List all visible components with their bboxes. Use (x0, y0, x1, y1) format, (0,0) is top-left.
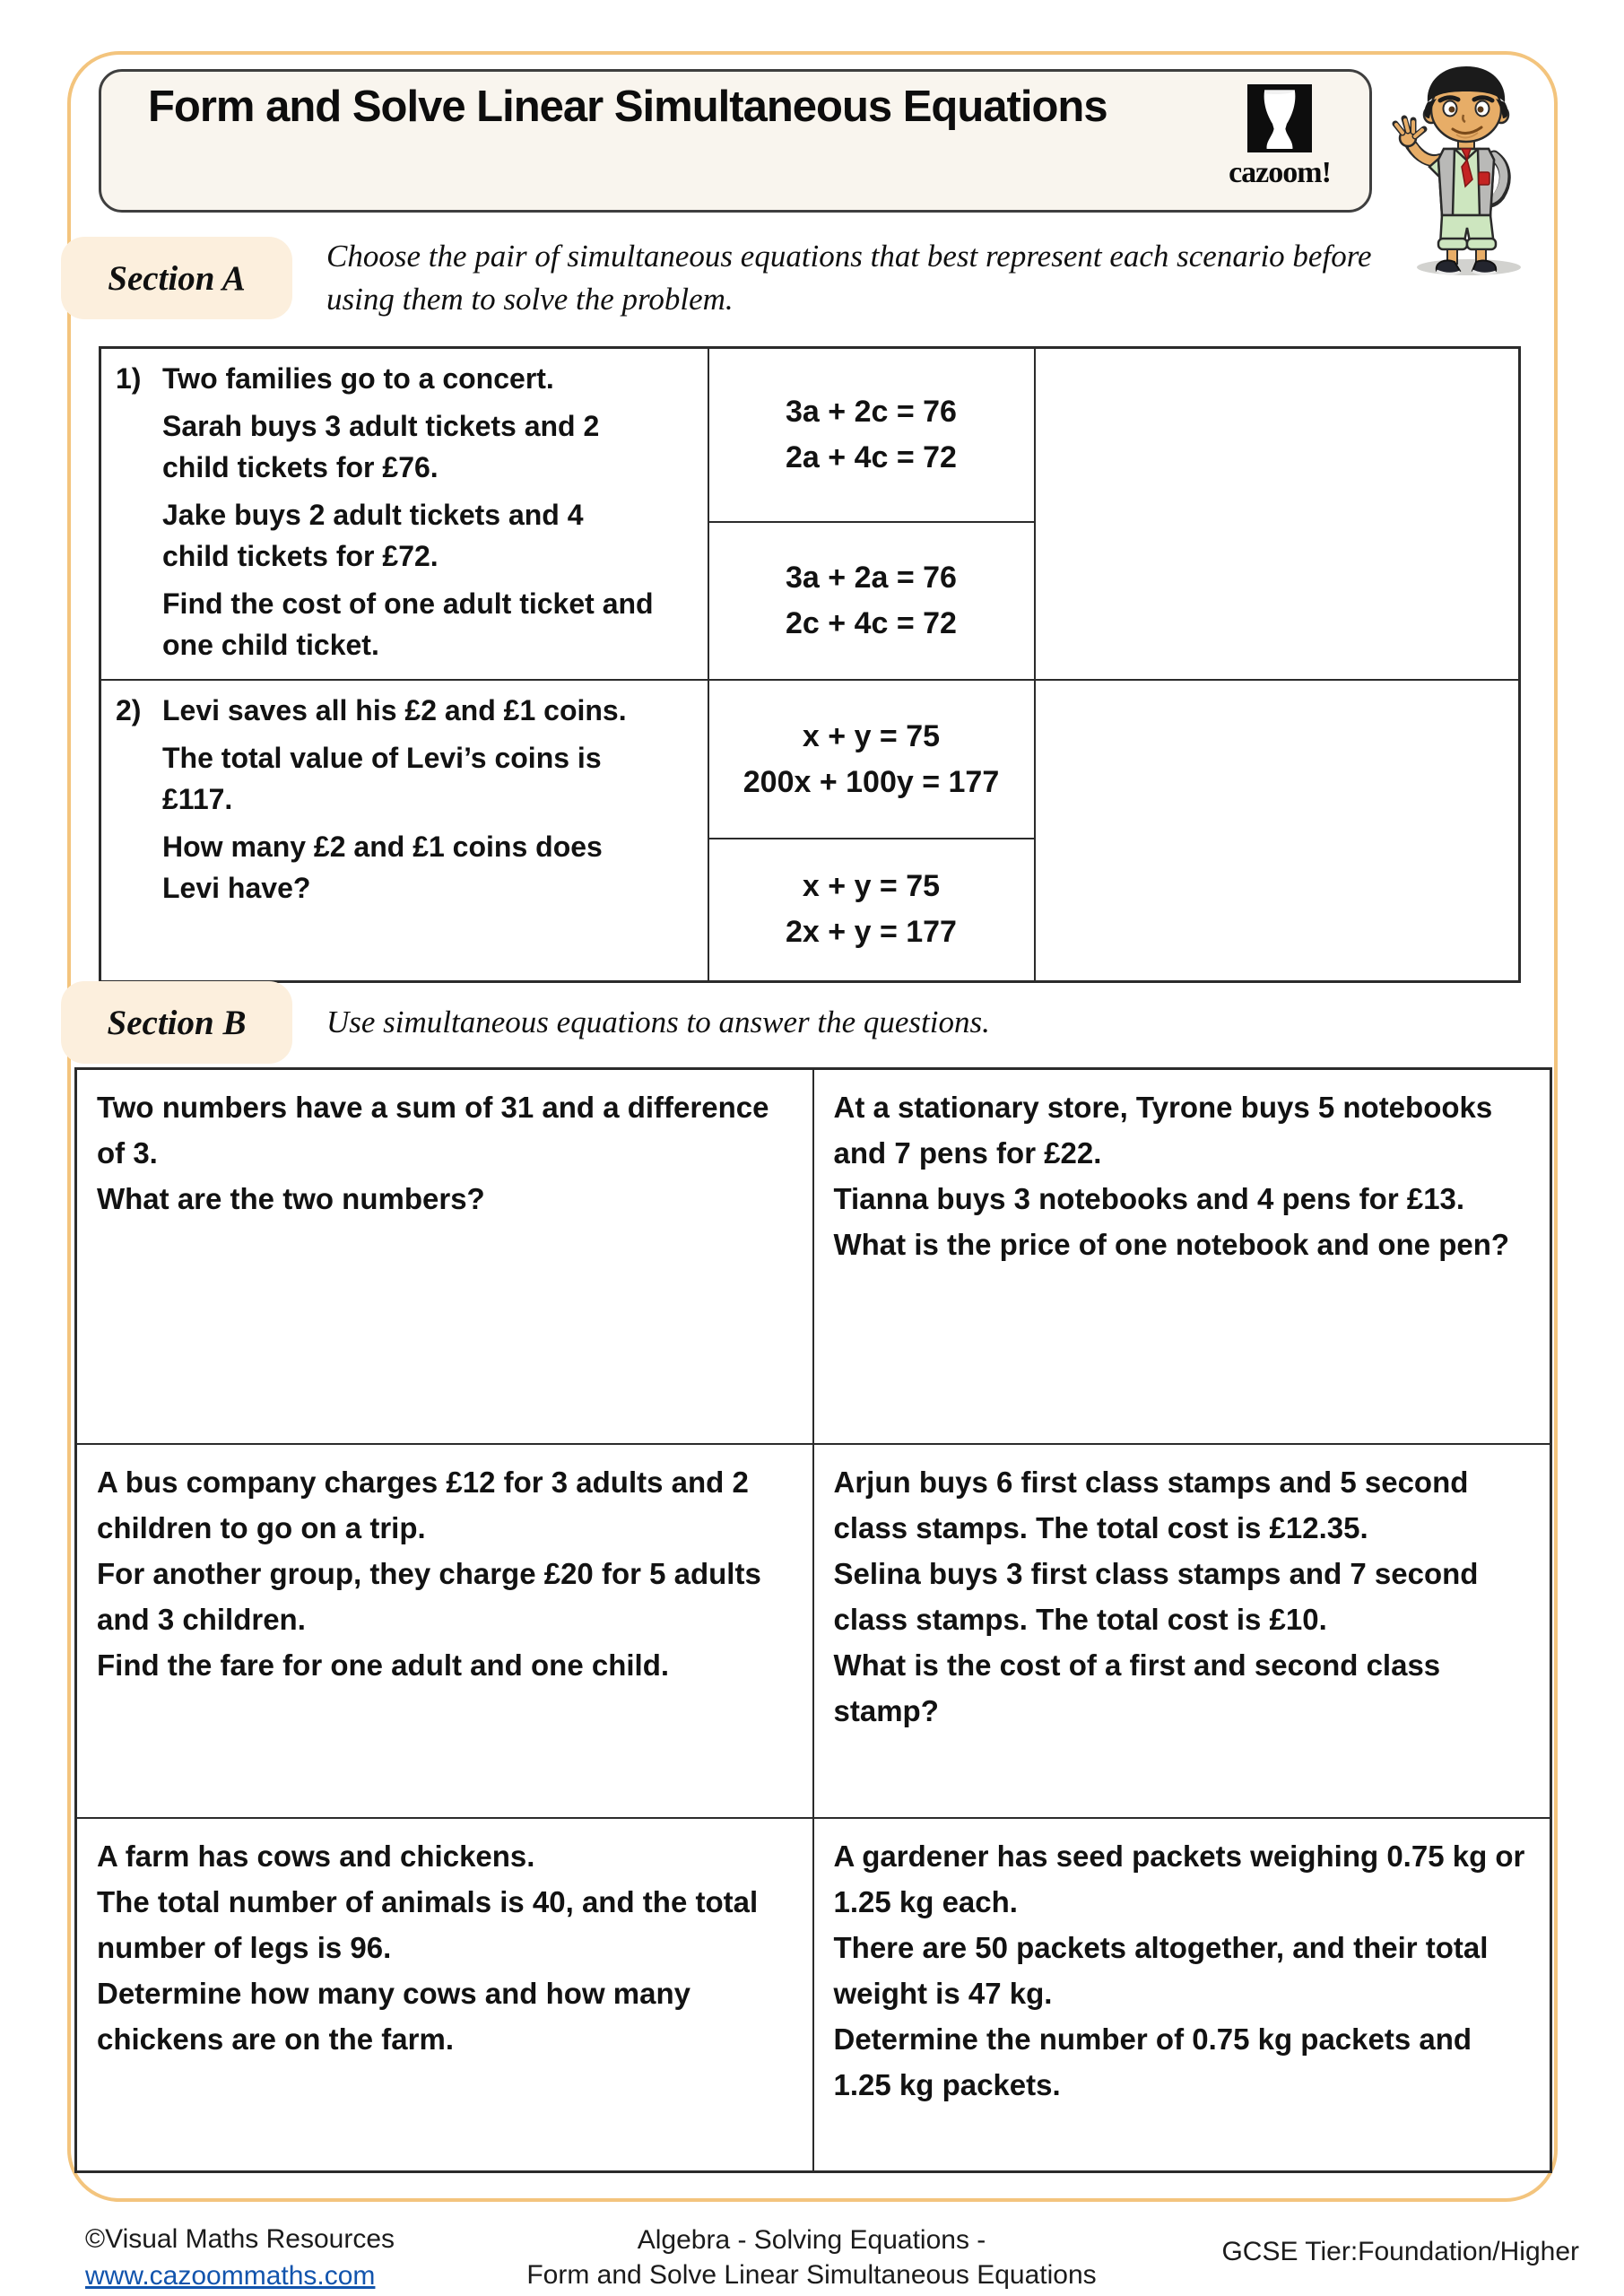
problem-sentence: For another group, they charge £20 for 5 adults and 3 children. (97, 1556, 761, 1636)
problem-sentence: At a stationary store, Tyrone buys 5 notebooks and 7 pens for £22. (833, 1091, 1493, 1170)
equation-line: 2c + 4c = 72 (786, 606, 957, 641)
problem-sentence: Arjun buys 6 first class stamps and 5 second class stamps. The total cost is £12.35. (833, 1465, 1469, 1544)
section-b-table (74, 1067, 1552, 2173)
section-b-instruction: Use simultaneous equations to answer the questions. (326, 1004, 990, 1039)
scenario-text (162, 358, 654, 672)
equation-option-cell (708, 680, 1035, 839)
topic-line-1: Algebra - Solving Equations - (637, 2225, 986, 2255)
equation-line: 3a + 2a = 76 (786, 561, 957, 596)
answer-cell (1035, 348, 1520, 681)
scenario-paragraph: Two families go to a concert. (162, 362, 554, 395)
scenario-paragraph: The total value of Levi’s coins is £117. (162, 742, 602, 815)
problem-sentence: What is the price of one notebook and one pen? (833, 1228, 1510, 1261)
section-a-rows (100, 348, 1520, 982)
footer-topic-block (526, 2222, 1096, 2292)
problem-cell (813, 1818, 1551, 2172)
problem-sentence: The total number of animals is 40, and the total number of legs is 96. (97, 1884, 759, 1964)
page-title: Form and Solve Linear Simultaneous Equations (148, 83, 1107, 131)
problem-cell (76, 1444, 813, 1818)
scenario-flex (116, 690, 695, 915)
problem-sentence: What is the cost of a first and second class stamp? (833, 1648, 1441, 1727)
topic-line-2: Form and Solve Linear Simultaneous Equations (526, 2260, 1097, 2290)
scenario-cell (100, 348, 708, 681)
waving-hand (1395, 118, 1424, 146)
problem-sentence: Tianna buys 3 notebooks and 4 pens for £13. (833, 1182, 1465, 1215)
problem-sentence: Determine how many cows and how many chickens are on the farm. (97, 1976, 690, 2056)
question-number: 2) (116, 694, 142, 726)
website-link[interactable]: www.cazoommaths.com (85, 2261, 376, 2291)
equation-option-cell (708, 839, 1035, 981)
section-b-label: Section B (61, 981, 292, 1064)
tier-label: GCSE Tier:Foundation/Higher (1221, 2237, 1579, 2266)
equation-line: 200x + 100y = 177 (743, 764, 1000, 799)
answer-cell (1035, 680, 1520, 981)
problem-sentence: There are 50 packets altogether, and their total weight is 47 kg. (833, 1930, 1489, 2010)
scenario-cell (100, 680, 708, 981)
problem-cell (76, 1818, 813, 2172)
equation-option-cell (708, 348, 1035, 523)
logo-text: cazoom! (1229, 156, 1331, 189)
section-a-table (99, 346, 1521, 983)
problem-sentence: A gardener has seed packets weighing 0.75 kg or 1.25 kg each. (833, 1839, 1525, 1918)
scenario-paragraph: How many £2 and £1 coins does Levi have? (162, 831, 603, 904)
section-b-header (61, 981, 1385, 1064)
equation-line: 3a + 2c = 76 (786, 395, 957, 430)
equation-line: x + y = 75 (802, 869, 941, 904)
problem-row (76, 1818, 1551, 2172)
question-number: 1) (116, 362, 142, 395)
problem-sentence: What are the two numbers? (97, 1182, 485, 1215)
problem-cell (813, 1444, 1551, 1818)
scenario-text (162, 690, 654, 915)
scenario-paragraph: Find the cost of one adult ticket and one child ticket. (162, 587, 654, 661)
problem-sentence: Find the fare for one adult and one child. (97, 1648, 670, 1682)
problem-sentence: Two numbers have a sum of 31 and a difference of 3. (97, 1091, 769, 1170)
mascot-boy (1390, 59, 1541, 278)
problem-sentence: Determine the number of 0.75 kg packets and 1.25 kg packets. (833, 2022, 1472, 2101)
scenario-paragraph: Jake buys 2 adult tickets and 4 child tickets for £72. (162, 499, 584, 572)
copyright-text: ©Visual Maths Resources (85, 2224, 395, 2254)
scenario-paragraph: Sarah buys 3 adult tickets and 2 child tickets for £76. (162, 410, 600, 483)
problem-row (76, 1069, 1551, 1444)
question-row (100, 680, 1520, 839)
equation-line: 2x + y = 177 (786, 915, 957, 950)
problem-cell (813, 1069, 1551, 1444)
equation-line: 2a + 4c = 72 (786, 440, 957, 475)
question-row (100, 348, 1520, 523)
footer-credit-block (85, 2221, 395, 2294)
scenario-paragraph: Levi saves all his £2 and £1 coins. (162, 694, 627, 726)
problem-sentence: A farm has cows and chickens. (97, 1839, 535, 1873)
section-a-label: Section A (61, 237, 292, 319)
equation-option-cell (708, 522, 1035, 680)
problem-sentence: Selina buys 3 first class stamps and 7 second class stamps. The total cost is £10. (833, 1556, 1479, 1636)
title-box (99, 69, 1372, 213)
drum-icon (1247, 84, 1312, 156)
section-a-header (61, 235, 1385, 322)
cazoom-logo (1217, 84, 1342, 188)
scenario-flex (116, 358, 695, 672)
problem-cell (76, 1069, 813, 1444)
section-b-rows (76, 1069, 1551, 2172)
problem-row (76, 1444, 1551, 1818)
problem-sentence: A bus company charges £12 for 3 adults and 2 children to go on a trip. (97, 1465, 749, 1544)
equation-line: x + y = 75 (802, 718, 941, 753)
section-a-instruction: Choose the pair of simultaneous equations that best represent each scenario before using them to solve the problem. (326, 239, 1372, 317)
